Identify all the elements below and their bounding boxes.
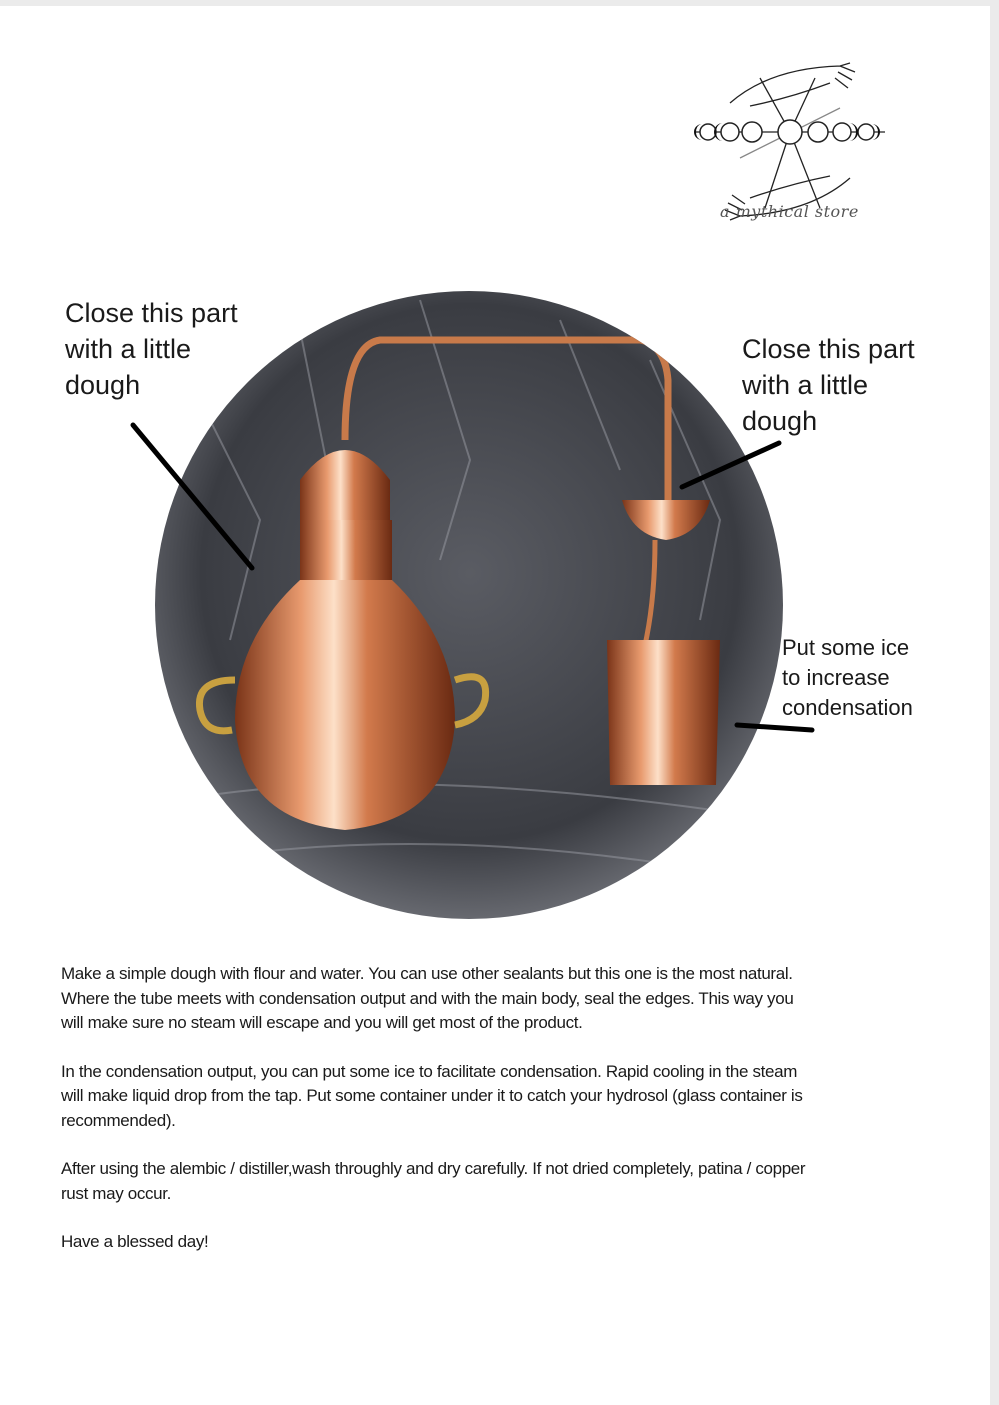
logo-text: a mythical store [720,202,859,221]
paragraph-ice: In the condensation output, you can put some ice to facilitate condensation. Rapid cooling in the steam will make liquid drop from the tap. Put some container under it to catch your hydrosol (glass container is recommended). [61,1061,803,1130]
paragraph-dough: Make a simple dough with flour and water. You can use other sealants but this one is the most natural. Where the tube meets with condensation output and with the main body, seal the edges. This way you will make sure no steam will escape and you will get most of the product. [61,964,794,1032]
paragraph-closing: Have a blessed day! [61,1232,209,1251]
paragraph-cleaning: After using the alembic / distiller,wash throughly and dry carefully. If not dried completely, patina / copper rust may occur. [61,1159,806,1203]
instructions [61,962,961,1279]
label-close-left: Close this part with a little dough [65,298,238,400]
label-ice: Put some ice to increase condensation [782,635,913,720]
label-close-right: Close this part with a little dough [742,334,915,436]
